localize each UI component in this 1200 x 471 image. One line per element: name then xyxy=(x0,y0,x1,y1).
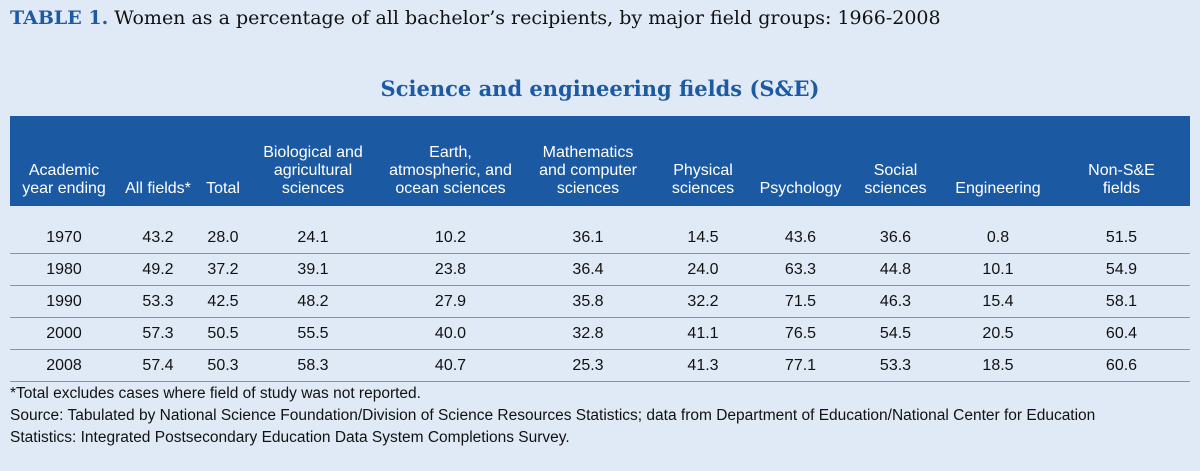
table-cell: 53.3 xyxy=(848,350,943,382)
table-cell: 43.2 xyxy=(118,222,198,254)
column-header-10 xyxy=(1053,116,1190,206)
column-header-line: Non-S&E xyxy=(1088,162,1155,179)
table-header xyxy=(10,116,1190,206)
table-caption xyxy=(10,7,941,29)
table-cell: 42.5 xyxy=(198,286,248,318)
table-cell: 35.8 xyxy=(523,286,653,318)
table-cell: 58.3 xyxy=(248,350,378,382)
column-header-line: ocean sciences xyxy=(395,180,506,197)
table-cell: 2000 xyxy=(10,318,118,350)
table-row xyxy=(10,286,1190,318)
table-cell: 36.4 xyxy=(523,254,653,286)
column-header-line: sciences xyxy=(281,180,345,197)
column-header-line: and computer xyxy=(539,162,637,179)
column-header-line: All fields* xyxy=(125,180,191,197)
table-notes xyxy=(10,383,1190,449)
column-header-7 xyxy=(753,116,848,206)
column-header-line: Total xyxy=(206,180,240,197)
table-cell: 2008 xyxy=(10,350,118,382)
table-cell: 58.1 xyxy=(1053,286,1190,318)
table-cell: 43.6 xyxy=(753,222,848,254)
table-cell: 36.6 xyxy=(848,222,943,254)
table-cell: 1980 xyxy=(10,254,118,286)
table-cell: 41.3 xyxy=(653,350,753,382)
column-header-line: year ending xyxy=(22,180,106,197)
table-cell: 51.5 xyxy=(1053,222,1190,254)
column-header-0 xyxy=(10,116,118,206)
column-header-3 xyxy=(248,116,378,206)
table-cell: 23.8 xyxy=(378,254,523,286)
column-header-1 xyxy=(118,116,198,206)
table-cell: 48.2 xyxy=(248,286,378,318)
table-cell: 41.1 xyxy=(653,318,753,350)
table-cell: 57.3 xyxy=(118,318,198,350)
table-cell: 27.9 xyxy=(378,286,523,318)
table-cell: 71.5 xyxy=(753,286,848,318)
spacer-cell xyxy=(10,206,1190,222)
table-cell: 50.3 xyxy=(198,350,248,382)
column-header-line: Earth, xyxy=(429,144,472,161)
table-cell: 37.2 xyxy=(198,254,248,286)
table-subtitle: Science and engineering fields (S&E) xyxy=(380,76,820,101)
table-cell: 40.0 xyxy=(378,318,523,350)
column-header-line: sciences xyxy=(671,180,735,197)
table-cell: 54.9 xyxy=(1053,254,1190,286)
footnote: *Total excludes cases where field of study was not reported. xyxy=(10,385,421,402)
data-table-container xyxy=(10,116,1190,382)
table-cell: 49.2 xyxy=(118,254,198,286)
table-row xyxy=(10,254,1190,286)
column-header-line: Academic xyxy=(28,162,100,179)
table-cell: 46.3 xyxy=(848,286,943,318)
table-cell: 57.4 xyxy=(118,350,198,382)
table-cell: 10.2 xyxy=(378,222,523,254)
source-note-line-2: Statistics: Integrated Postsecondary Education Data System Completions Survey. xyxy=(10,429,570,446)
table-row xyxy=(10,318,1190,350)
table-cell: 32.2 xyxy=(653,286,753,318)
table-cell: 36.1 xyxy=(523,222,653,254)
column-header-2 xyxy=(198,116,248,206)
table-cell: 50.5 xyxy=(198,318,248,350)
table-cell: 60.6 xyxy=(1053,350,1190,382)
table-cell: 20.5 xyxy=(943,318,1053,350)
table-cell: 1970 xyxy=(10,222,118,254)
column-header-line: Social xyxy=(873,162,918,179)
column-header-line: agricultural xyxy=(273,162,353,179)
header-row xyxy=(10,116,1190,206)
table-cell: 53.3 xyxy=(118,286,198,318)
table-cell: 76.5 xyxy=(753,318,848,350)
column-header-line: Psychology xyxy=(759,180,842,197)
table-cell: 39.1 xyxy=(248,254,378,286)
column-header-line: atmospheric, and xyxy=(389,162,512,179)
data-table xyxy=(10,116,1190,382)
table-cell: 40.7 xyxy=(378,350,523,382)
table-cell: 60.4 xyxy=(1053,318,1190,350)
column-header-line: Engineering xyxy=(955,180,1041,197)
table-cell: 1990 xyxy=(10,286,118,318)
column-header-line: Mathematics xyxy=(542,144,634,161)
header-spacer-row xyxy=(10,206,1190,222)
source-note-line-1: Source: Tabulated by National Science Foundation/Division of Science Resources Statistics; data from Department of Education/National Center for Education xyxy=(10,407,1096,424)
column-header-line: fields xyxy=(1102,180,1141,197)
column-header-line: Physical xyxy=(673,162,733,179)
column-header-line: sciences xyxy=(864,180,927,197)
table-cell: 10.1 xyxy=(943,254,1053,286)
table-cell: 15.4 xyxy=(943,286,1053,318)
column-header-6 xyxy=(653,116,753,206)
column-header-9 xyxy=(943,116,1053,206)
table-cell: 77.1 xyxy=(753,350,848,382)
column-header-line: sciences xyxy=(556,180,620,197)
table-caption-text: Women as a percentage of all bachelor’s recipients, by major field groups: 1966-2008 xyxy=(108,7,941,29)
table-cell: 55.5 xyxy=(248,318,378,350)
column-header-line: Biological and xyxy=(263,144,363,161)
table-cell: 54.5 xyxy=(848,318,943,350)
table-row xyxy=(10,350,1190,382)
table-cell: 25.3 xyxy=(523,350,653,382)
table-cell: 18.5 xyxy=(943,350,1053,382)
column-header-8 xyxy=(848,116,943,206)
table-cell: 63.3 xyxy=(753,254,848,286)
table-cell: 28.0 xyxy=(198,222,248,254)
table-cell: 0.8 xyxy=(943,222,1053,254)
column-header-4 xyxy=(378,116,523,206)
column-header-5 xyxy=(523,116,653,206)
table-body xyxy=(10,206,1190,382)
table-cell: 14.5 xyxy=(653,222,753,254)
table-cell: 24.0 xyxy=(653,254,753,286)
table-caption-label: TABLE 1. xyxy=(10,7,109,29)
table-cell: 32.8 xyxy=(523,318,653,350)
table-cell: 44.8 xyxy=(848,254,943,286)
table-row xyxy=(10,222,1190,254)
table-cell: 24.1 xyxy=(248,222,378,254)
